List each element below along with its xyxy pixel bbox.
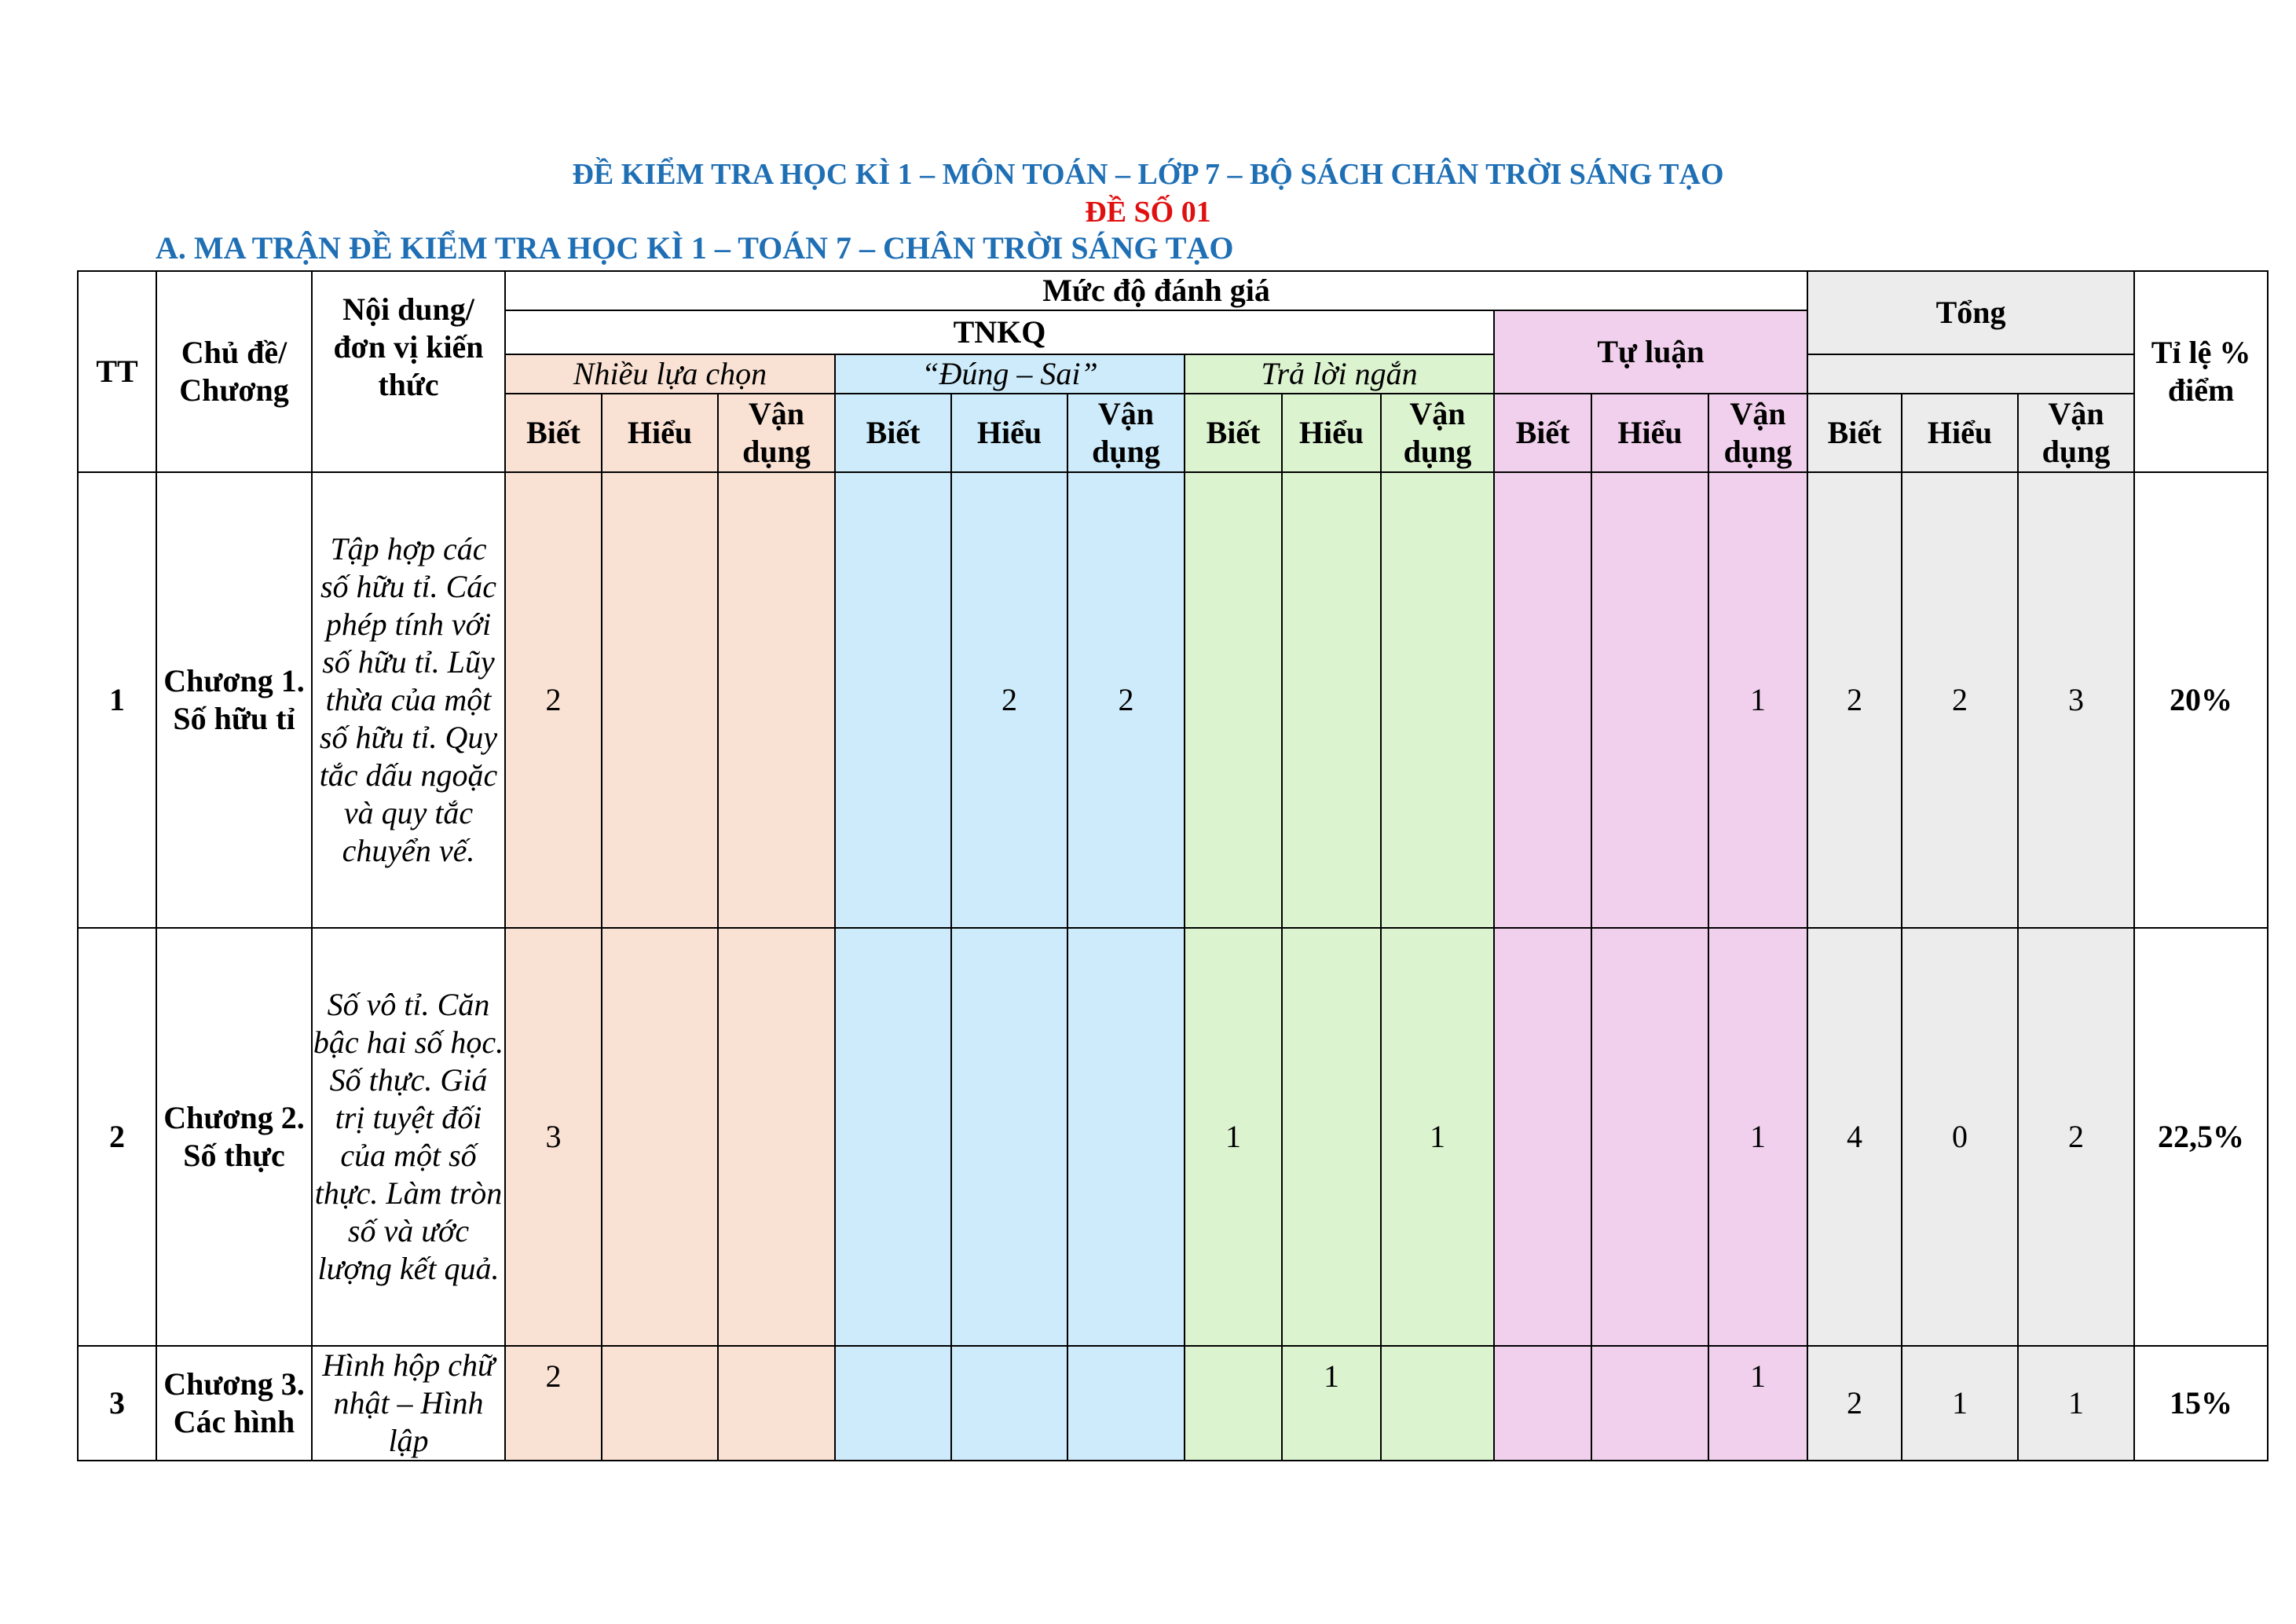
cell-sa-know xyxy=(1185,1346,1282,1461)
level-apply: Vận dụng xyxy=(1381,394,1494,472)
cell-total-know: 4 xyxy=(1807,928,1902,1346)
cell-essay-understand xyxy=(1591,928,1708,1346)
header-total-spacer xyxy=(1807,354,2134,394)
cell-ratio: 20% xyxy=(2134,472,2268,928)
cell-tf-understand xyxy=(951,1346,1067,1461)
cell-sa-understand: 1 xyxy=(1282,1346,1381,1461)
level-know: Biết xyxy=(505,394,602,472)
header-level: Mức độ đánh giá xyxy=(505,271,1807,310)
cell-total-understand: 1 xyxy=(1902,1346,2018,1461)
row-chapter: Chương 2. Số thực xyxy=(156,928,312,1346)
header-total: Tổng xyxy=(1807,271,2134,354)
cell-essay-know xyxy=(1494,472,1591,928)
cell-mc-know: 2 xyxy=(505,472,602,928)
level-understand: Hiểu xyxy=(1902,394,2018,472)
cell-total-know: 2 xyxy=(1807,1346,1902,1461)
cell-ratio: 15% xyxy=(2134,1346,2268,1461)
cell-sa-understand xyxy=(1282,472,1381,928)
header-row-1 xyxy=(78,271,2268,310)
cell-mc-understand xyxy=(602,472,718,928)
header-true-false: “Đúng – Sai” xyxy=(835,354,1185,394)
level-understand: Hiểu xyxy=(602,394,718,472)
cell-mc-apply xyxy=(718,928,835,1346)
cell-mc-know: 3 xyxy=(505,928,602,1346)
cell-sa-understand xyxy=(1282,928,1381,1346)
row-tt: 2 xyxy=(78,928,156,1346)
cell-mc-understand xyxy=(602,928,718,1346)
cell-tf-know xyxy=(835,1346,951,1461)
row-content: Số vô tỉ. Căn bậc hai số học. Số thực. Giá trị tuyệt đối của một số thực. Làm tròn số và ước lượng kết quả. xyxy=(312,928,505,1346)
cell-total-understand: 2 xyxy=(1902,472,2018,928)
cell-tf-apply xyxy=(1067,1346,1185,1461)
header-essay: Tự luận xyxy=(1494,310,1807,394)
row-content: Tập hợp các số hữu tỉ. Các phép tính với số hữu tỉ. Lũy thừa của một số hữu tỉ. Quy tắc dấu ngoặc và quy tắc chuyển vế. xyxy=(312,472,505,928)
cell-total-apply: 2 xyxy=(2018,928,2134,1346)
cell-essay-apply: 1 xyxy=(1708,472,1807,928)
cell-sa-apply xyxy=(1381,472,1494,928)
header-tt: TT xyxy=(78,271,156,472)
level-apply: Vận dụng xyxy=(1708,394,1807,472)
table-row xyxy=(78,928,2268,1346)
level-apply: Vận dụng xyxy=(2018,394,2134,472)
cell-ratio: 22,5% xyxy=(2134,928,2268,1346)
cell-tf-know xyxy=(835,928,951,1346)
level-know: Biết xyxy=(1807,394,1902,472)
cell-total-know: 2 xyxy=(1807,472,1902,928)
level-apply: Vận dụng xyxy=(718,394,835,472)
cell-tf-know xyxy=(835,472,951,928)
cell-sa-apply xyxy=(1381,1346,1494,1461)
row-chapter: Chương 1. Số hữu tỉ xyxy=(156,472,312,928)
cell-total-understand: 0 xyxy=(1902,928,2018,1346)
row-tt: 1 xyxy=(78,472,156,928)
cell-tf-understand: 2 xyxy=(951,472,1067,928)
cell-sa-apply: 1 xyxy=(1381,928,1494,1346)
row-content: Hình hộp chữ nhật – Hình lập xyxy=(312,1346,505,1461)
level-know: Biết xyxy=(1185,394,1282,472)
header-content: Nội dung/ đơn vị kiến thức xyxy=(312,271,505,472)
level-understand: Hiểu xyxy=(1591,394,1708,472)
cell-mc-apply xyxy=(718,1346,835,1461)
header-tnkq: TNKQ xyxy=(505,310,1494,354)
cell-mc-know: 2 xyxy=(505,1346,602,1461)
cell-essay-apply: 1 xyxy=(1708,1346,1807,1461)
level-understand: Hiểu xyxy=(951,394,1067,472)
document-title: ĐỀ KIỂM TRA HỌC KÌ 1 – MÔN TOÁN – LỚP 7 – BỘ SÁCH CHÂN TRỜI SÁNG TẠO xyxy=(572,158,1724,191)
header-ratio: Tỉ lệ % điểm xyxy=(2134,271,2268,472)
assessment-matrix-table xyxy=(77,270,2269,1461)
section-title: A. MA TRẬN ĐỀ KIỂM TRA HỌC KÌ 1 – TOÁN 7 – CHÂN TRỜI SÁNG TẠO xyxy=(156,230,1234,266)
cell-essay-understand xyxy=(1591,472,1708,928)
header-chapter: Chủ đề/ Chương xyxy=(156,271,312,472)
cell-sa-know xyxy=(1185,472,1282,928)
cell-essay-apply: 1 xyxy=(1708,928,1807,1346)
level-know: Biết xyxy=(1494,394,1591,472)
table-row xyxy=(78,472,2268,928)
cell-essay-understand xyxy=(1591,1346,1708,1461)
cell-total-apply: 1 xyxy=(2018,1346,2134,1461)
cell-total-apply: 3 xyxy=(2018,472,2134,928)
header-short-answer: Trả lời ngắn xyxy=(1185,354,1494,394)
header-multiple-choice: Nhiều lựa chọn xyxy=(505,354,835,394)
row-tt: 3 xyxy=(78,1346,156,1461)
cell-tf-apply xyxy=(1067,928,1185,1346)
table-row xyxy=(78,1346,2268,1461)
cell-tf-understand xyxy=(951,928,1067,1346)
cell-essay-know xyxy=(1494,1346,1591,1461)
cell-sa-know: 1 xyxy=(1185,928,1282,1346)
cell-mc-understand xyxy=(602,1346,718,1461)
exam-number: ĐỀ SỐ 01 xyxy=(1085,196,1211,229)
cell-mc-apply xyxy=(718,472,835,928)
cell-tf-apply: 2 xyxy=(1067,472,1185,928)
level-know: Biết xyxy=(835,394,951,472)
level-understand: Hiểu xyxy=(1282,394,1381,472)
level-apply: Vận dụng xyxy=(1067,394,1185,472)
row-chapter: Chương 3. Các hình xyxy=(156,1346,312,1461)
cell-essay-know xyxy=(1494,928,1591,1346)
